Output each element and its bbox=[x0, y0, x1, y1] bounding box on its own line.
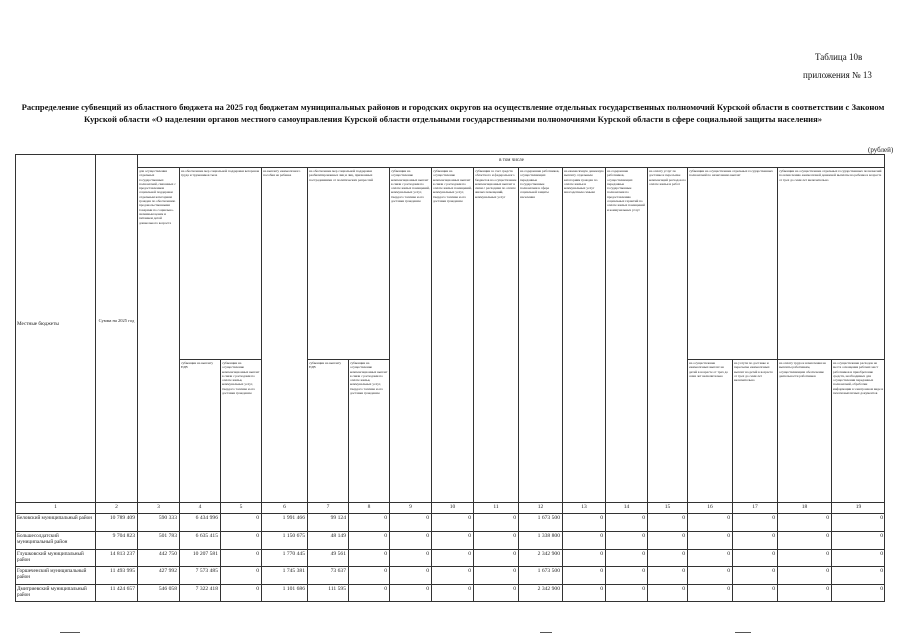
footer-rule bbox=[735, 632, 751, 637]
row-value: 0 bbox=[605, 549, 647, 567]
row-value: 7 322 418 bbox=[179, 584, 220, 602]
row-value: 1 338 800 bbox=[518, 531, 562, 549]
row-budget-name: Дмитриевский муниципальный район bbox=[15, 584, 95, 602]
header-sub4: субвенции на выплату ЕДВ bbox=[179, 359, 220, 502]
header-budgets: Местные бюджеты bbox=[15, 154, 95, 502]
document-title: Распределение субвенций из областного бюджета на 2025 год бюджетам муниципальных районов и городских округов на осуществление отдельных государственных полномочий Курской области в соответствии с Законом Курской области «О наделении органов местного самоуправления Курской области отдельными государственными полномочиями Курской области в сфере социальной защиты населения» bbox=[21, 102, 885, 124]
row-value: 49 561 bbox=[307, 549, 348, 567]
column-number: 2 bbox=[95, 502, 137, 513]
row-value: 0 bbox=[220, 584, 261, 602]
row-value: 2 342 900 bbox=[518, 584, 562, 602]
column-number: 15 bbox=[647, 502, 687, 513]
table-frame-bottom bbox=[15, 601, 885, 602]
row-value: 10 789 409 bbox=[95, 513, 137, 531]
header-sub19: на осуществление расходов на места оснащения рабочих мест работников и приобретение средств, необходимых для осуществления переданных полномочий, обработки информации в электронном виде и печати выплатных документов bbox=[831, 359, 885, 502]
row-value: 442 750 bbox=[137, 549, 179, 567]
subsidy-table bbox=[15, 154, 885, 602]
row-value: 0 bbox=[777, 566, 831, 584]
row-value: 0 bbox=[348, 549, 389, 567]
row-value: 0 bbox=[389, 513, 431, 531]
row-value: 0 bbox=[220, 566, 261, 584]
row-budget-name: Горшеченский муниципальный район bbox=[15, 566, 95, 584]
header-col9: субвенции на осуществление компенсационных выплат в связи с расходами по оплате жилых помещений, коммунальных услуг, твердого топлива и его доставки гражданам bbox=[389, 167, 431, 502]
column-number: 5 bbox=[220, 502, 261, 513]
row-value: 10 207 581 bbox=[179, 549, 220, 567]
column-number: 11 bbox=[473, 502, 518, 513]
header-sub8: субвенции на осуществление компенсационных выплат в связи с расходами по оплате жилья, коммунальных услуг, твердого топлива и его доставки гражданам bbox=[348, 359, 389, 502]
row-value: 73 637 bbox=[307, 566, 348, 584]
header-sub17: на услуги по доставке и пересылке ежемесячных выплат на детей в возрасте от трех до семи лет включительно bbox=[732, 359, 777, 502]
row-value: 0 bbox=[732, 549, 777, 567]
header-col10: субвенции на осуществление компенсационных выплат в связи с расходами по оплате жилых помещений, коммунальных услуг, твердого топлива и его доставки гражданам bbox=[431, 167, 473, 502]
row-value: 0 bbox=[473, 584, 518, 602]
row-value: 0 bbox=[605, 513, 647, 531]
row-value: 1 770 445 bbox=[261, 549, 307, 567]
column-number: 19 bbox=[831, 502, 885, 513]
row-value: 99 124 bbox=[307, 513, 348, 531]
row-value: 14 813 237 bbox=[95, 549, 137, 567]
row-value: 0 bbox=[687, 513, 732, 531]
header-col1819: субвенции на осуществление отдельных государственных полномочий по начислению ежемесячной денежной выплаты на ребенка в возрасте от трех до семи лет включительно bbox=[777, 167, 885, 359]
row-value: 0 bbox=[473, 531, 518, 549]
column-number: 16 bbox=[687, 502, 732, 513]
row-value: 0 bbox=[389, 549, 431, 567]
row-value: 0 bbox=[473, 549, 518, 567]
header-col13: на ежемесячную денежную выплату отдельным категориям граждан по оплате жилья и коммунальных услуг многодетным семьям bbox=[562, 167, 605, 502]
header-sum: Сумма на 2025 год bbox=[95, 154, 137, 502]
row-value: 0 bbox=[562, 531, 605, 549]
row-budget-name: Беловский муниципальный район bbox=[15, 513, 95, 531]
row-value: 0 bbox=[431, 531, 473, 549]
header-col12: на содержание работников, осуществляющих переданные государственные полномочия в сфере социальной защиты населения bbox=[518, 167, 562, 502]
header-col1617: субвенции на осуществление отдельных государственных полномочий по начислению выплат bbox=[687, 167, 777, 359]
row-value: 0 bbox=[220, 531, 261, 549]
row-value: 0 bbox=[348, 531, 389, 549]
row-value: 0 bbox=[605, 584, 647, 602]
header-col3: для осуществления отдельных государственных полномочий, связанных с предоставлением социальной поддержки отдельным категориям граждан по обеспечению продовольственными товарами по социально-значимым ценам и питанием детей дошкольного возраста bbox=[137, 167, 179, 502]
row-value: 0 bbox=[777, 531, 831, 549]
row-value: 0 bbox=[348, 566, 389, 584]
header-sub18: на оплату труда и начисления на выплаты работникам, осуществляющим обеспечение деятельности работников bbox=[777, 359, 831, 502]
header-col78: на обеспечение мер социальной поддержки реабилитированных лиц и лиц, признанных пострадавшими от политических репрессий bbox=[307, 167, 389, 359]
row-value: 0 bbox=[220, 549, 261, 567]
row-value: 590 333 bbox=[137, 513, 179, 531]
row-value: 0 bbox=[562, 584, 605, 602]
row-value: 0 bbox=[605, 531, 647, 549]
row-value: 0 bbox=[220, 513, 261, 531]
header-col6: на выплату ежемесячного пособия на ребенка bbox=[261, 167, 307, 502]
row-value: 7 573 485 bbox=[179, 566, 220, 584]
row-value: 0 bbox=[431, 549, 473, 567]
row-value: 1 991 466 bbox=[261, 513, 307, 531]
header-col11: субвенции за счет средств областного и федерального бюджетов на осуществление компенсационных выплат в связи с расходами по оплате жилых помещений, коммунальных услуг bbox=[473, 167, 518, 502]
row-value: 0 bbox=[777, 513, 831, 531]
row-value: 0 bbox=[562, 513, 605, 531]
header-col14: на содержание работников, осуществляющих переданные государственные полномочия по предоставлению социальных гарантий по оплате жилых помещений и коммунальных услуг bbox=[605, 167, 647, 502]
row-value: 0 bbox=[732, 513, 777, 531]
header-col45: на обеспечение мер социальной поддержки ветеранов труда и тружеников тыла bbox=[179, 167, 261, 359]
row-value: 0 bbox=[562, 549, 605, 567]
row-value: 0 bbox=[831, 549, 885, 567]
row-value: 111 595 bbox=[307, 584, 348, 602]
row-value: 0 bbox=[777, 584, 831, 602]
header-sub16: на осуществление ежемесячных выплат на детей в возрасте от трех до семи лет включительно bbox=[687, 359, 732, 502]
row-value: 48 149 bbox=[307, 531, 348, 549]
row-value: 0 bbox=[831, 531, 885, 549]
header-sub7: субвенции на выплату ЕДВ bbox=[307, 359, 348, 502]
column-number: 7 bbox=[307, 502, 348, 513]
row-value: 0 bbox=[732, 566, 777, 584]
row-value: 11 424 657 bbox=[95, 584, 137, 602]
row-value: 0 bbox=[473, 513, 518, 531]
table-number: Таблица 10в bbox=[815, 52, 863, 62]
row-value: 2 342 900 bbox=[518, 549, 562, 567]
row-value: 0 bbox=[687, 566, 732, 584]
row-value: 0 bbox=[562, 566, 605, 584]
column-number: 12 bbox=[518, 502, 562, 513]
row-value: 0 bbox=[732, 531, 777, 549]
column-number: 10 bbox=[431, 502, 473, 513]
row-value: 0 bbox=[647, 584, 687, 602]
row-value: 0 bbox=[389, 566, 431, 584]
row-value: 0 bbox=[831, 566, 885, 584]
row-budget-name: Большесолдатский муниципальный район bbox=[15, 531, 95, 549]
footer-rule bbox=[540, 632, 552, 637]
column-number: 18 bbox=[777, 502, 831, 513]
column-number: 8 bbox=[348, 502, 389, 513]
row-value: 1 673 500 bbox=[518, 513, 562, 531]
column-number: 13 bbox=[562, 502, 605, 513]
column-number: 6 bbox=[261, 502, 307, 513]
column-number: 1 bbox=[15, 502, 95, 513]
row-value: 1 673 500 bbox=[518, 566, 562, 584]
row-value: 0 bbox=[389, 531, 431, 549]
row-value: 0 bbox=[687, 549, 732, 567]
row-value: 427 992 bbox=[137, 566, 179, 584]
row-budget-name: Глушковский муниципальный район bbox=[15, 549, 95, 567]
row-value: 6 635 415 bbox=[179, 531, 220, 549]
column-number: 9 bbox=[389, 502, 431, 513]
row-value: 0 bbox=[831, 513, 885, 531]
row-value: 501 783 bbox=[137, 531, 179, 549]
row-value: 1 745 381 bbox=[261, 566, 307, 584]
footer-rule bbox=[60, 632, 80, 637]
row-value: 0 bbox=[348, 584, 389, 602]
row-value: 0 bbox=[431, 566, 473, 584]
row-value: 6 434 996 bbox=[179, 513, 220, 531]
row-value: 0 bbox=[831, 584, 885, 602]
row-value: 0 bbox=[605, 566, 647, 584]
row-value: 9 704 823 bbox=[95, 531, 137, 549]
row-value: 0 bbox=[777, 549, 831, 567]
column-number: 3 bbox=[137, 502, 179, 513]
row-value: 0 bbox=[647, 566, 687, 584]
row-value: 11 493 995 bbox=[95, 566, 137, 584]
header-sub5: субвенции на осуществление компенсационных выплат в связи с расходами по оплате жилья, коммунальных услуг, твердого топлива и его доставки гражданам bbox=[220, 359, 261, 502]
row-value: 1 150 675 bbox=[261, 531, 307, 549]
row-value: 0 bbox=[389, 584, 431, 602]
column-number: 17 bbox=[732, 502, 777, 513]
row-value: 0 bbox=[687, 531, 732, 549]
header-including: в том числе bbox=[137, 154, 885, 167]
appendix-label: приложения № 13 bbox=[803, 70, 872, 80]
row-value: 0 bbox=[647, 531, 687, 549]
row-value: 0 bbox=[473, 566, 518, 584]
row-value: 0 bbox=[431, 513, 473, 531]
row-value: 0 bbox=[732, 584, 777, 602]
unit-label: (рублей) bbox=[868, 146, 894, 154]
row-value: 0 bbox=[647, 549, 687, 567]
row-value: 1 101 686 bbox=[261, 584, 307, 602]
row-value: 546 058 bbox=[137, 584, 179, 602]
column-number: 14 bbox=[605, 502, 647, 513]
table-frame-right bbox=[884, 154, 885, 602]
column-number: 4 bbox=[179, 502, 220, 513]
row-value: 0 bbox=[348, 513, 389, 531]
header-col15: на оплату услуг по доставке и пересылке компенсаций расходов по оплате жилья и работ bbox=[647, 167, 687, 502]
row-value: 0 bbox=[431, 584, 473, 602]
row-value: 0 bbox=[647, 513, 687, 531]
row-value: 0 bbox=[687, 584, 732, 602]
